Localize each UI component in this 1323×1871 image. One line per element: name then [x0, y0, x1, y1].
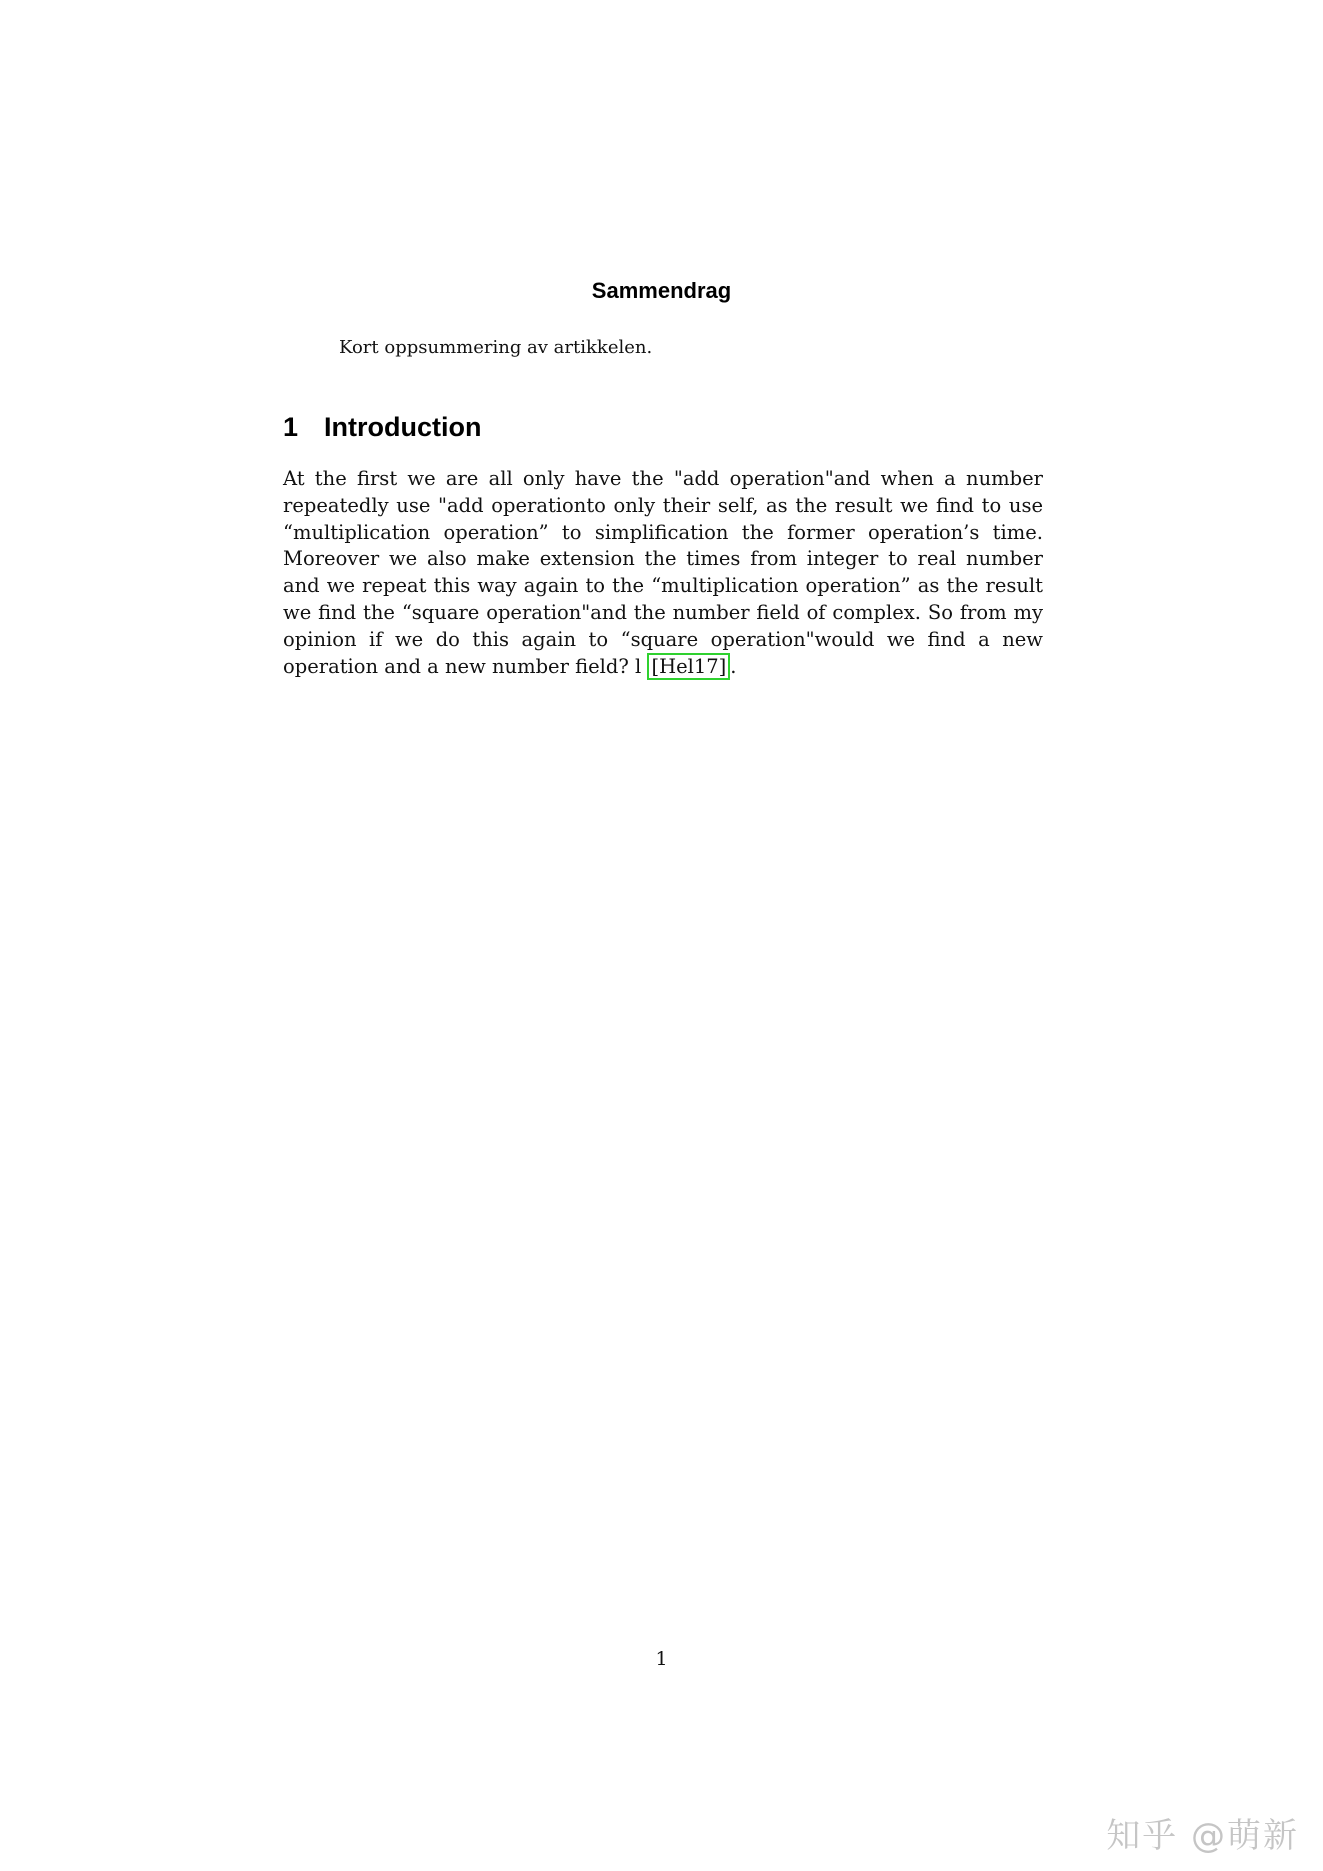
citation-link[interactable]: [Hel17]: [647, 653, 730, 680]
page-number: 1: [655, 1648, 668, 1670]
paragraph-end: .: [730, 654, 737, 678]
section-heading: [283, 412, 481, 443]
intro-paragraph: [283, 466, 1043, 680]
section-number: 1: [283, 412, 299, 442]
paragraph-text: At the first we are all only have the "add operation"and when a number repeatedly use "add operationto only their self, as the result we find to use “multiplication operation” to simplification the former operation’s time. Moreover we also make extension the times from integer to real number and we repeat this way again to the “multiplication operation” as the result we find the “square operation"and the number field of complex. So from my opinion if we do this again to “square operation"would we find a new operation and a new number field? l: [283, 467, 1043, 678]
abstract-text: Kort oppsummering av artikkelen.: [339, 337, 653, 358]
abstract-heading: Sammendrag: [591, 278, 732, 303]
section-title: Introduction: [324, 412, 482, 442]
watermark: 知乎 @萌新: [1106, 1816, 1299, 1856]
